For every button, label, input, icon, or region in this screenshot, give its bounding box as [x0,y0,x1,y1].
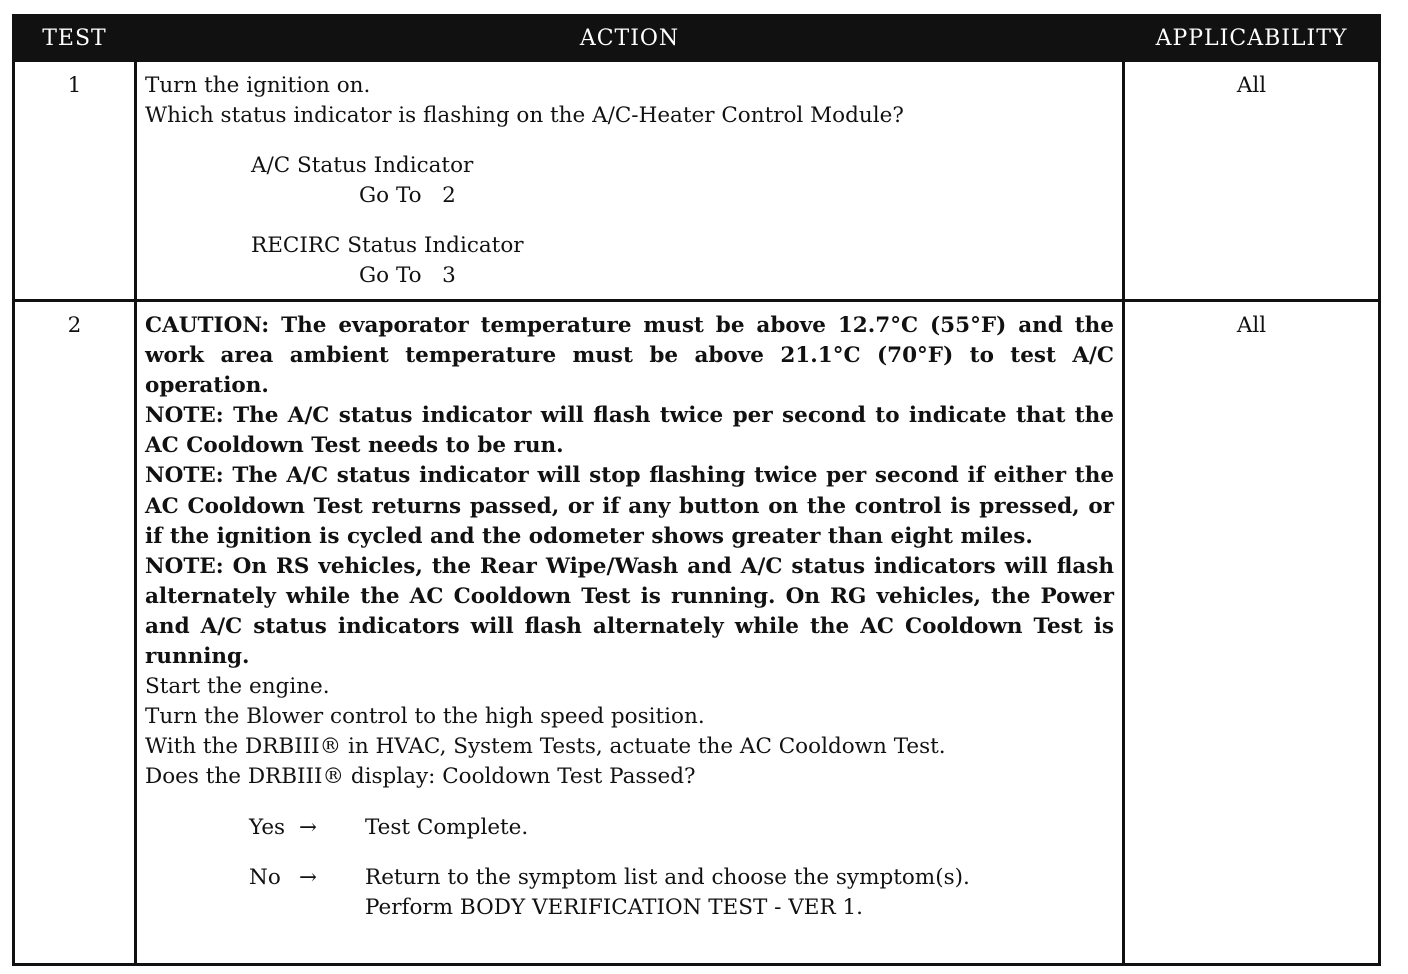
action-line: Which status indicator is flashing on the A/C-Heater Control Module? [145,103,904,129]
option-label: RECIRC Status Indicator [251,233,524,259]
note: NOTE: The A/C status indicator will flash twice per second to indicate that the AC Cooldown Test needs to be run. [145,403,1114,459]
goto-target: 3 [442,263,456,289]
test-row-1 [14,61,1380,301]
header-action: ACTION [136,16,1124,61]
action-line: Turn the Blower control to the high speed position. [145,704,705,730]
answer-no [249,863,1114,923]
test-number: 2 [14,301,136,965]
test-table [12,14,1381,966]
action-line: Turn the ignition on. [145,73,371,98]
option-label: A/C Status Indicator [251,153,474,179]
answer-result: Test Complete. [365,814,529,840]
test-number: 1 [14,61,136,301]
arrow-right-icon: → [299,814,318,840]
test-row-2 [14,301,1380,965]
header-applicability: APPLICABILITY [1124,16,1380,61]
note: NOTE: The A/C status indicator will stop flashing twice per second if either the AC Cooldown Test returns passed, or if any button on the control is pressed, or if the ignition is cycled and the odometer shows greater than eight miles. [145,463,1114,549]
diagnostic-page [12,14,1378,960]
header-row [14,16,1380,61]
arrow-right-icon: → [299,864,318,890]
goto-target: 2 [442,183,456,209]
answer-label: Yes [249,814,286,840]
answer-result: Return to the symptom list and choose the symptom(s). Perform BODY VERIFICATION TEST - VER 1. [365,864,970,920]
note: NOTE: On RS vehicles, the Rear Wipe/Wash and A/C status indicators will flash alternately while the AC Cooldown Test is running. On RG vehicles, the Power and A/C status indicators will flash alternately while the AC Cooldown Test is running. [145,553,1114,670]
option-goto: Go To 3 [359,263,456,289]
test-action [136,61,1124,301]
action-line: Start the engine. [145,674,330,700]
test-applicability: All [1124,61,1380,301]
action-line: Does the DRBIII® display: Cooldown Test Passed? [145,764,696,790]
test-applicability: All [1124,301,1380,965]
option-goto: Go To 2 [359,183,456,209]
answer-yes [249,813,1114,843]
action-line: With the DRBIII® in HVAC, System Tests, actuate the AC Cooldown Test. [145,734,946,760]
caution-note: CAUTION: The evaporator temperature must be above 12.7°C (55°F) and the work area ambient temperature must be above 21.1°C (70°F) to test A/C operation. [145,313,1114,399]
header-test: TEST [14,16,136,61]
answer-label: No [249,864,281,890]
test-action [136,301,1124,965]
